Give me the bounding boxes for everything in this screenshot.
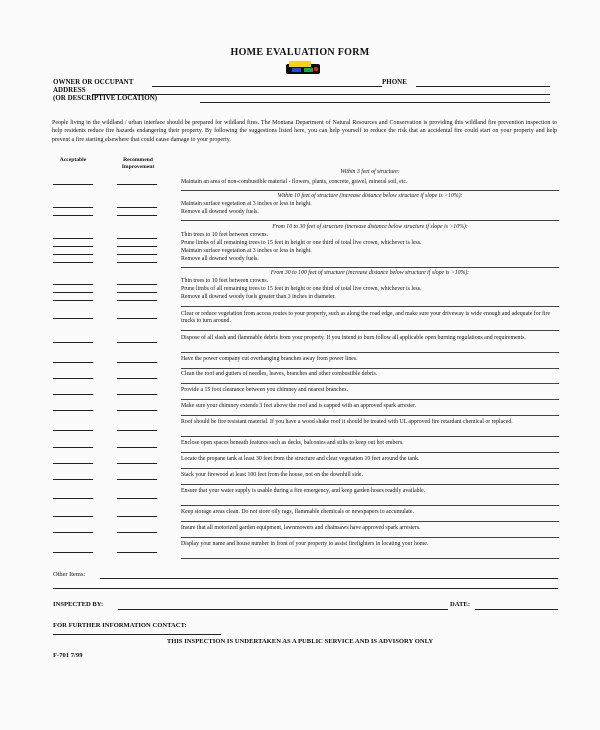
improvement-checkbox[interactable] bbox=[117, 447, 157, 448]
checklist-item: Clean the roof and gutters of needles, leaves, branches and other combustible debris. bbox=[181, 371, 378, 377]
improvement-checkbox[interactable] bbox=[117, 516, 157, 517]
owner-label: OWNER OR OCCUPANT bbox=[53, 78, 134, 86]
inspected-by-label: INSPECTED BY: bbox=[53, 601, 104, 608]
acceptable-checkbox[interactable] bbox=[53, 430, 93, 431]
improvement-checkbox[interactable] bbox=[117, 362, 157, 363]
divider bbox=[181, 330, 559, 331]
acceptable-checkbox[interactable] bbox=[53, 498, 93, 499]
section-heading: Within 3 feet of structure: bbox=[340, 169, 400, 175]
contact-label: FOR FURTHER INFORMATION CONTACT: bbox=[53, 622, 187, 629]
divider bbox=[181, 368, 559, 369]
acceptable-checkbox[interactable] bbox=[53, 284, 93, 285]
improvement-checkbox[interactable] bbox=[117, 262, 157, 263]
section-heading: From 30 to 100 feet of structure (increase distance below structure if slope is >10%): bbox=[270, 270, 470, 276]
improvement-checkbox[interactable] bbox=[117, 430, 157, 431]
checklist-item: Display your name and house number in front of your property to assist firefighters in locating your home. bbox=[181, 541, 429, 547]
other-items-field[interactable] bbox=[100, 578, 558, 579]
acceptable-checkbox[interactable] bbox=[53, 516, 93, 517]
improvement-checkbox[interactable] bbox=[117, 532, 157, 533]
divider bbox=[181, 399, 559, 400]
acceptable-checkbox[interactable] bbox=[53, 342, 93, 343]
divider bbox=[181, 484, 559, 485]
checklist-item: Stack your firewood at least 100 feet from the house, not on the downhill side. bbox=[181, 472, 363, 478]
home-evaluation-logo-icon bbox=[284, 60, 322, 75]
acceptable-checkbox[interactable] bbox=[53, 447, 93, 448]
col-recommend: Recommend bbox=[123, 157, 153, 163]
checklist-item: Provide a 15 foot clearance between you chimney and nearest branches. bbox=[181, 387, 348, 393]
intro-paragraph: People living in the wildland / urban interface should be prepared for wildland fires. The Montana Department of Natural Resources and Conservation is providing this wildland fire prevention inspection to help residents reduce fire hazards endangering their property. By following the suggestions listed here, you can help yourself to reduce the risk that an accidental fire could start on your property and help prevent a fire starting elsewhere that could cause damage to your property. bbox=[52, 120, 557, 143]
checklist-item: Maintain surface vegetation at 3 inches or less in height. bbox=[181, 248, 312, 254]
divider bbox=[181, 306, 559, 307]
date-field[interactable] bbox=[475, 609, 558, 610]
form-title: HOME EVALUATION FORM bbox=[230, 47, 370, 58]
improvement-checkbox[interactable] bbox=[117, 378, 157, 379]
col-improvement: Improvement bbox=[121, 164, 155, 170]
divider bbox=[181, 468, 559, 469]
acceptable-checkbox[interactable] bbox=[53, 254, 93, 255]
acceptable-checkbox[interactable] bbox=[53, 215, 93, 216]
checklist-item: Prune limbs of all remaining trees to 15 feet in height or one third of total live crown, whichever is less. bbox=[181, 286, 422, 292]
acceptable-checkbox[interactable] bbox=[53, 207, 93, 208]
checklist-item: Thin trees to 10 feet between crowns. bbox=[181, 278, 269, 284]
address-label: ADDRESS bbox=[53, 86, 86, 94]
divider bbox=[181, 436, 559, 437]
checklist-item: Maintain an area of non-combustible material - flowers, plants, concrete, gravel, mineral soil, etc. bbox=[181, 179, 408, 185]
improvement-checkbox[interactable] bbox=[117, 254, 157, 255]
improvement-checkbox[interactable] bbox=[117, 246, 157, 247]
checklist-item: Locate the propane tank at least 30 feet from the structure and clear vegetation 10 feet around the tank. bbox=[181, 456, 420, 462]
divider bbox=[181, 352, 559, 353]
divider bbox=[181, 220, 559, 221]
checklist-item: Remove all downed woody fuels. bbox=[181, 209, 259, 215]
phone-field[interactable] bbox=[416, 86, 550, 87]
section-heading: From 10 to 30 feet of structure (increase distance below structure if slope is >10%): bbox=[272, 224, 468, 230]
improvement-checkbox[interactable] bbox=[117, 184, 157, 185]
acceptable-checkbox[interactable] bbox=[53, 246, 93, 247]
improvement-checkbox[interactable] bbox=[117, 300, 157, 301]
improvement-checkbox[interactable] bbox=[117, 292, 157, 293]
checklist-item: Insure that all motorized garden equipment, lawnmowers and chainsaws have approved spark arresters. bbox=[181, 525, 421, 531]
acceptable-checkbox[interactable] bbox=[53, 362, 93, 363]
other-items-label: Other Items: bbox=[53, 571, 86, 578]
form-number: F-701 7/99 bbox=[53, 652, 83, 659]
checklist-item: Dispose of all slash and flammable debris from your property. If you intend to burn follow all applicable open burning regulations and requirements. bbox=[181, 335, 526, 341]
owner-field[interactable] bbox=[152, 86, 382, 87]
divider bbox=[181, 190, 559, 191]
acceptable-checkbox[interactable] bbox=[53, 238, 93, 239]
improvement-checkbox[interactable] bbox=[117, 215, 157, 216]
checklist-item: Enclose open spaces beneath features such as decks, balconies and stilts to keep out hot embers. bbox=[181, 440, 404, 446]
acceptable-checkbox[interactable] bbox=[53, 184, 93, 185]
improvement-checkbox[interactable] bbox=[117, 394, 157, 395]
contact-field[interactable] bbox=[53, 634, 221, 635]
divider bbox=[181, 537, 559, 538]
improvement-checkbox[interactable] bbox=[117, 410, 157, 411]
col-acceptable: Acceptable bbox=[59, 157, 87, 163]
divider bbox=[181, 521, 559, 522]
divider bbox=[181, 415, 559, 416]
checklist-item: Remove all downed woody fuels greater than 3 inches in diameter. bbox=[181, 294, 336, 300]
inspected-by-field[interactable] bbox=[118, 609, 448, 610]
improvement-checkbox[interactable] bbox=[117, 342, 157, 343]
phone-label: PHONE bbox=[382, 78, 407, 86]
checklist-item: Thin trees to 10 feet between crowns. bbox=[181, 232, 269, 238]
acceptable-checkbox[interactable] bbox=[53, 262, 93, 263]
location-label: (OR DESCRIPTIVE LOCATION) bbox=[53, 94, 158, 102]
disclaimer-text: THIS INSPECTION IS UNDERTAKEN AS A PUBLIC SERVICE AND IS ADVISORY ONLY bbox=[166, 638, 434, 645]
acceptable-checkbox[interactable] bbox=[53, 292, 93, 293]
divider bbox=[181, 452, 559, 453]
improvement-checkbox[interactable] bbox=[117, 552, 157, 553]
date-label: DATE: bbox=[450, 601, 471, 608]
improvement-checkbox[interactable] bbox=[117, 207, 157, 208]
checklist-item: Roof should be fire resistant material. If you have a wood shake roof it should be treated with UL approved fire retardant chemical or replaced. bbox=[181, 419, 513, 425]
improvement-checkbox[interactable] bbox=[117, 238, 157, 239]
acceptable-checkbox[interactable] bbox=[53, 410, 93, 411]
acceptable-checkbox[interactable] bbox=[53, 378, 93, 379]
improvement-checkbox[interactable] bbox=[117, 463, 157, 464]
location-field[interactable] bbox=[200, 102, 550, 103]
improvement-checkbox[interactable] bbox=[117, 498, 157, 499]
divider bbox=[181, 383, 559, 384]
checklist-item: Clear or reduce vegetation from access routes to your property, such as along the road edge, and make sure your driveway is wide enough and adequate for fire trucks to turn around. bbox=[181, 311, 551, 325]
divider bbox=[181, 558, 559, 559]
improvement-checkbox[interactable] bbox=[117, 284, 157, 285]
acceptable-checkbox[interactable] bbox=[53, 300, 93, 301]
acceptable-checkbox[interactable] bbox=[53, 394, 93, 395]
improvement-checkbox[interactable] bbox=[117, 479, 157, 480]
improvement-checkbox[interactable] bbox=[117, 318, 157, 319]
checklist-item: Prune limbs of all remaining trees to 15 feet in height or one third of total live crown, whichever is less. bbox=[181, 240, 422, 246]
divider bbox=[181, 505, 559, 506]
acceptable-checkbox[interactable] bbox=[53, 463, 93, 464]
acceptable-checkbox[interactable] bbox=[53, 479, 93, 480]
checklist-item: Make sure your chimney extends 3 feet above the roof and is capped with an approved spark arrester. bbox=[181, 403, 417, 409]
divider bbox=[181, 267, 559, 268]
checklist-item: Keep storage areas clean. Do not store oily rags, flammable chemicals or newspapers to accumulate. bbox=[181, 509, 414, 515]
checklist-item: Have the power company cut overhanging branches away from power lines. bbox=[181, 356, 358, 362]
checklist-item: Remove all downed woody fuels. bbox=[181, 256, 259, 262]
acceptable-checkbox[interactable] bbox=[53, 532, 93, 533]
other-items-field[interactable] bbox=[53, 588, 558, 589]
acceptable-checkbox[interactable] bbox=[53, 318, 93, 319]
section-heading: Within 10 feet of structure (increase distance below structure if slope is >10%): bbox=[277, 193, 463, 199]
checklist-item: Maintain surface vegetation at 3 inches or less in height. bbox=[181, 201, 312, 207]
acceptable-checkbox[interactable] bbox=[53, 552, 93, 553]
checklist-item: Ensure that your water supply is usable during a fire emergency, and keep garden hoses readily available. bbox=[181, 488, 426, 494]
address-field[interactable] bbox=[92, 94, 550, 95]
